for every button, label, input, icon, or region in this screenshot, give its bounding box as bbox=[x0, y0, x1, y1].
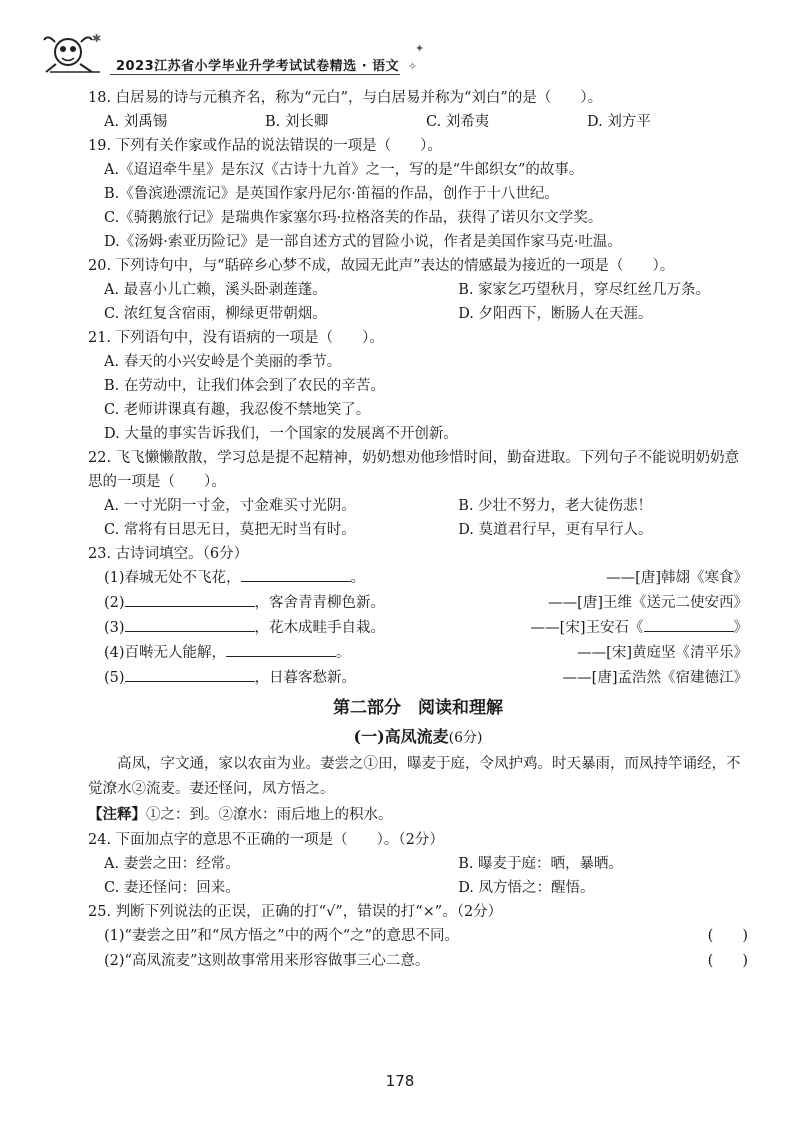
poem-blank-line bbox=[88, 591, 748, 616]
note-text: ①之：到。②潦水：雨后地上的积水。 bbox=[146, 807, 393, 823]
question-18 bbox=[88, 86, 748, 134]
option-c: C. 老师讲课真有趣，我忍俊不禁地笑了。 bbox=[104, 402, 371, 418]
option-b: B. 少壮不努力，老大徒伤悲！ bbox=[458, 498, 653, 514]
option-c: C. 妻还怪问：回来。 bbox=[104, 880, 240, 896]
option-b: B. 家家乞巧望秋月，穿尽红丝几万条。 bbox=[458, 282, 711, 298]
source-prefix: ——[宋]王安石《 bbox=[530, 620, 644, 636]
passage-score: (6分) bbox=[448, 730, 483, 746]
question-stem: 21. 下列语句中，没有语病的一项是（ ）。 bbox=[88, 330, 384, 346]
option-b: B. 曝麦于庭：晒，暴晒。 bbox=[458, 856, 624, 872]
answer-paren[interactable]: ( ) bbox=[707, 953, 748, 969]
question-22 bbox=[88, 446, 748, 542]
answer-blank[interactable] bbox=[125, 667, 255, 682]
options-row bbox=[88, 518, 748, 542]
exam-content bbox=[88, 86, 748, 974]
option-d: D. 凤方悟之：醒悟。 bbox=[458, 880, 595, 896]
line-suffix: 。 bbox=[336, 645, 351, 661]
line-prefix: (2) bbox=[104, 595, 125, 611]
line-prefix: (1)春城无处不飞花， bbox=[104, 570, 241, 586]
question-stem: 23. 古诗词填空。（6分） bbox=[88, 546, 249, 562]
line-prefix: (3) bbox=[104, 620, 125, 636]
option-d: D. 刘方平 bbox=[587, 114, 651, 130]
question-stem: 24. 下面加点字的意思不正确的一项是（ ）。（2分） bbox=[88, 832, 444, 848]
source-suffix: 》 bbox=[733, 620, 748, 636]
line-suffix: ，客舍青青柳色新。 bbox=[254, 595, 386, 611]
option-d: D.《汤姆·索亚历险记》是一部自述方式的冒险小说，作者是美国作家马克·吐温。 bbox=[104, 234, 622, 250]
line-prefix: (4)百啭无人能解， bbox=[104, 645, 227, 661]
title-blank[interactable] bbox=[644, 617, 734, 632]
judgement-item bbox=[88, 924, 748, 949]
option-a: A. 妻尝之田：经常。 bbox=[104, 856, 240, 872]
poem-blank-line bbox=[88, 616, 748, 641]
poem-source: ——[唐]王维《送元二使安西》 bbox=[548, 595, 748, 611]
question-20 bbox=[88, 254, 748, 326]
question-stem: 25. 判断下列说法的正误，正确的打“√”，错误的打“×”。（2分） bbox=[88, 904, 503, 920]
line-suffix: ，花木成畦手自栽。 bbox=[254, 620, 386, 636]
question-19 bbox=[88, 134, 748, 254]
option-c: C.《骑鹅旅行记》是瑞典作家塞尔玛·拉格洛芙的作品，获得了诺贝尔文学奖。 bbox=[104, 210, 603, 226]
judgement-text: (1)“妻尝之田”和“凤方悟之”中的两个“之”的意思不同。 bbox=[104, 928, 460, 944]
options-row bbox=[88, 852, 748, 876]
answer-blank[interactable] bbox=[125, 617, 255, 632]
option-d: D. 大量的事实告诉我们，一个国家的发展离不开创新。 bbox=[104, 426, 458, 442]
poem-source: ——[唐]韩翃《寒食》 bbox=[606, 570, 748, 586]
options-row bbox=[88, 302, 748, 326]
option-c: C. 刘希夷 bbox=[426, 114, 490, 130]
options-row bbox=[88, 494, 748, 518]
answer-blank[interactable] bbox=[241, 567, 351, 582]
question-stem: 22. 飞飞懒懒散散，学习总是提不起精神，奶奶想劝他珍惜时间，勤奋进取。下列句子不能说明奶奶意思的一项是（ ）。 bbox=[88, 450, 740, 490]
header-title: 2023江苏省小学毕业升学考试试卷精选 · 语文 bbox=[116, 59, 400, 74]
option-d: D. 夕阳西下，断肠人在天涯。 bbox=[458, 306, 653, 322]
question-stem: 20. 下列诗句中，与“聒碎乡心梦不成，故园无此声”表达的情感最为接近的一项是（ ）。 bbox=[88, 258, 675, 274]
page-header bbox=[40, 28, 760, 80]
annotation bbox=[88, 802, 748, 828]
question-stem: 18. 白居易的诗与元稹齐名，称为“元白”，与白居易并称为“刘白”的是（ ）。 bbox=[88, 90, 603, 106]
answer-blank[interactable] bbox=[226, 642, 336, 657]
poem-source: ——[唐]孟浩然《宿建德江》 bbox=[562, 670, 748, 686]
page-number: 178 bbox=[385, 1072, 415, 1090]
option-d: D. 莫道君行早，更有早行人。 bbox=[458, 522, 653, 538]
question-24 bbox=[88, 828, 748, 900]
star-icon: ✦ bbox=[415, 42, 425, 55]
poem-blank-line bbox=[88, 566, 748, 591]
option-a: A. 春天的小兴安岭是个美丽的季节。 bbox=[104, 354, 342, 370]
question-stem: 19. 下列有关作家或作品的说法错误的一项是（ ）。 bbox=[88, 138, 442, 154]
passage-text: 高凤，字文通，家以农亩为业。妻尝之①田，曝麦于庭，令凤护鸡。时天暴雨，而凤持竿诵经，不觉潦水②流麦。妻还怪问，凤方悟之。 bbox=[88, 756, 741, 797]
passage-title-text: (一)高凤流麦 bbox=[353, 727, 449, 746]
question-23 bbox=[88, 542, 748, 691]
options-row bbox=[88, 110, 748, 134]
star-icon: ✧ bbox=[408, 60, 418, 73]
poem-source bbox=[531, 616, 748, 641]
poem-source: ——[宋]黄庭坚《清平乐》 bbox=[577, 645, 748, 661]
options-row bbox=[88, 876, 748, 900]
question-21 bbox=[88, 326, 748, 446]
answer-paren[interactable]: ( ) bbox=[707, 928, 748, 944]
option-b: B. 在劳动中，让我们体会到了农民的辛苦。 bbox=[104, 378, 385, 394]
section-title: 第二部分 阅读和理解 bbox=[333, 698, 503, 718]
poem-blank-line bbox=[88, 641, 748, 666]
option-c: C. 浓红复含宿雨，柳绿更带朝烟。 bbox=[104, 306, 327, 322]
line-suffix: 。 bbox=[350, 570, 366, 586]
option-a: A. 刘禹锡 bbox=[104, 114, 168, 130]
option-a: A.《迢迢牵牛星》是东汉《古诗十九首》之一，写的是“牛郎织女”的故事。 bbox=[104, 162, 584, 178]
answer-blank[interactable] bbox=[125, 592, 255, 607]
note-label: 【注释】 bbox=[88, 806, 146, 823]
option-b: B. 刘长卿 bbox=[265, 114, 329, 130]
star-icon: ✱ bbox=[92, 32, 102, 45]
option-a: A. 一寸光阴一寸金，寸金难买寸光阴。 bbox=[104, 498, 356, 514]
poem-blank-line bbox=[88, 666, 748, 691]
passage-title bbox=[88, 723, 748, 752]
judgement-text: (2)“高凤流麦”这则故事常用来形容做事三心二意。 bbox=[104, 953, 430, 969]
option-c: C. 常将有日思无日，莫把无时当有时。 bbox=[104, 522, 356, 538]
options-row bbox=[88, 278, 748, 302]
judgement-item bbox=[88, 949, 748, 974]
option-a: A. 最喜小儿亡赖，溪头卧剥莲蓬。 bbox=[104, 282, 327, 298]
question-25 bbox=[88, 900, 748, 974]
option-b: B.《鲁滨逊漂流记》是英国作家丹尼尔·笛福的作品，创作于十八世纪。 bbox=[104, 186, 559, 202]
line-prefix: (5) bbox=[104, 670, 125, 686]
line-suffix: ，日暮客愁新。 bbox=[254, 670, 357, 686]
header-rule bbox=[110, 74, 400, 75]
